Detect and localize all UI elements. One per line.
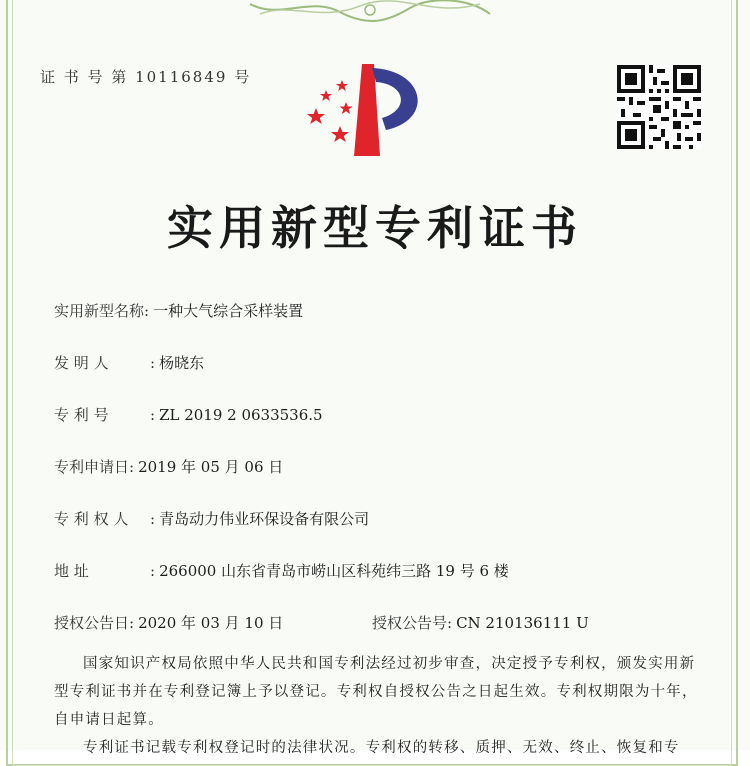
field-patent-holder — [54, 508, 369, 529]
qr-code — [617, 65, 701, 149]
certificate-title: 实用新型专利证书 — [167, 201, 583, 255]
application-date-value: 2019 年 05 月 06 日 — [138, 458, 284, 476]
address-label — [54, 560, 150, 581]
patent-holder-value: 青岛动力伟业环保设备有限公司 — [159, 510, 370, 528]
certificate-number-line — [40, 66, 251, 87]
application-date-label: 专利申请日: — [54, 458, 135, 476]
grant-date-label: 授权公告日: — [54, 614, 135, 632]
patent-number-label — [54, 404, 150, 425]
field-utility-name — [54, 300, 303, 321]
field-grant-date — [54, 612, 283, 633]
grant-number-value: CN 210136111 U — [456, 614, 589, 632]
cnipa-logo — [306, 60, 436, 160]
patent-number-colon: : — [150, 406, 156, 424]
patent-holder-label-char: 专 — [54, 510, 70, 528]
utility-name-value: 一种大气综合采样装置 — [153, 302, 304, 320]
patent-holder-label-char: 利 — [73, 510, 89, 528]
field-grant-number — [372, 612, 589, 633]
patent-holder-label — [54, 508, 150, 529]
address-label-char: 地 — [54, 562, 70, 580]
utility-name-label: 实用新型名称: — [54, 302, 150, 320]
grant-number-label: 授权公告号: — [372, 614, 453, 632]
patent-number-label-char: 利 — [73, 406, 89, 424]
field-address — [54, 560, 509, 581]
grant-date-value: 2020 年 03 月 10 日 — [138, 614, 284, 632]
field-application-date — [54, 456, 283, 477]
address-label-char: 址 — [73, 562, 89, 580]
body-text — [54, 650, 704, 762]
patent-holder-label-char: 权 — [93, 510, 109, 528]
patent-number-label-char: 专 — [54, 406, 70, 424]
inventor-value: 杨晓东 — [159, 354, 205, 372]
field-patent-number — [54, 404, 323, 425]
address-colon: : — [150, 562, 156, 580]
patent-holder-label-char: 人 — [113, 510, 129, 528]
inventor-colon: : — [150, 354, 156, 372]
address-value: 266000 山东省青岛市崂山区科苑纬三路 19 号 6 楼 — [159, 562, 509, 580]
inventor-label-char: 人 — [93, 354, 109, 372]
patent-number-value: ZL 2019 2 0633536.5 — [159, 406, 323, 424]
certificate-number: 10116849 — [135, 68, 228, 86]
certificate-number-label: 证 书 号 第 — [40, 68, 129, 86]
certificate-number-suffix: 号 — [234, 68, 252, 86]
inventor-label-char: 发 — [54, 354, 70, 372]
body-paragraph-2: 专利证书记载专利权登记时的法律状况。专利权的转移、质押、无效、终止、恢复和专 — [83, 740, 680, 756]
inventor-label-char: 明 — [73, 354, 89, 372]
top-ornament — [240, 0, 500, 22]
body-paragraph-1: 国家知识产权局依照中华人民共和国专利法经过初步审查，决定授予专利权，颁发实用新型专利证书并在专利登记簿上予以登记。专利权自授权公告之日起生效。专利权期限为十年，自申请日起算。 — [54, 656, 698, 728]
inventor-label — [54, 352, 150, 373]
field-inventor — [54, 352, 204, 373]
patent-number-label-char: 号 — [93, 406, 109, 424]
patent-holder-colon: : — [150, 510, 156, 528]
